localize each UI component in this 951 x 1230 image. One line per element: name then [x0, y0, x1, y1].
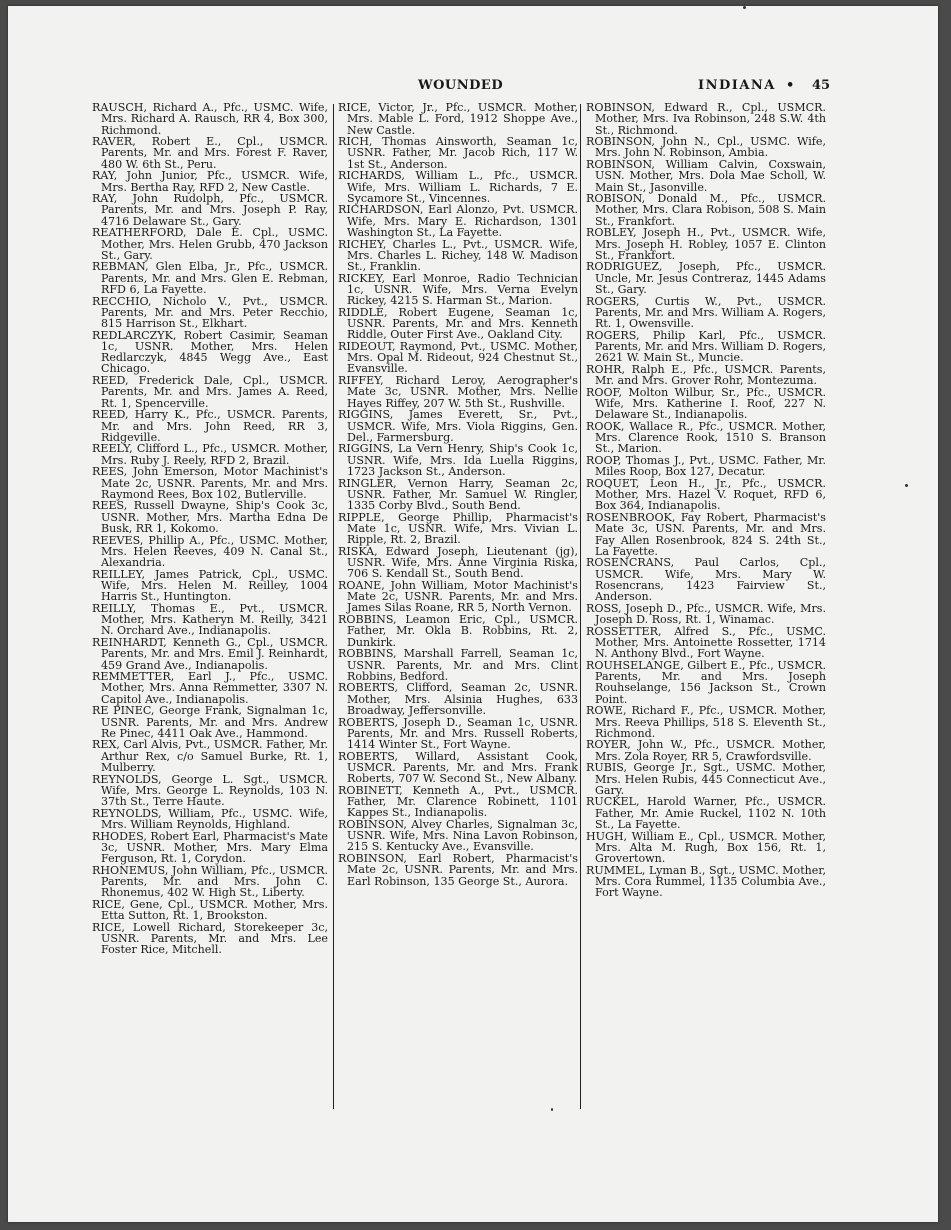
- casualty-entry: RINGLER, Vernon Harry, Seaman 2c, USNR. Father, Mr. Samuel W. Ringler, 1335 Corby Blvd., South Bend.: [338, 476, 578, 513]
- casualty-entry: REYNOLDS, George L. Sgt., USMCR. Wife, Mrs. George L. Reynolds, 103 N. 37th St., Terre Haute.: [92, 772, 328, 809]
- casualty-entry: RUBIS, George Jr., Sgt., USMC. Mother, Mrs. Helen Rubis, 445 Connecticut Ave., Gary.: [586, 761, 826, 797]
- text-column-3: [586, 102, 826, 899]
- casualty-entry: RIGGINS, La Vern Henry, Ship's Cook 1c, USNR. Wife, Mrs. Ida Luella Riggins, 1723 Jackson St., Anderson.: [338, 442, 578, 478]
- casualty-entry: RICE, Gene, Cpl., USMCR. Mother, Mrs. Etta Sutton, Rt. 1, Brookston.: [92, 897, 328, 923]
- casualty-entry: ROBERTS, Clifford, Seaman 2c, USNR. Mother, Mrs. Alsinia Hughes, 633 Broadway, Jeffersonville.: [338, 681, 578, 717]
- casualty-entry: ROBINETT, Kenneth A., Pvt., USMCR. Father, Mr. Clarence Robinett, 1101 Kappes St., Indianapolis.: [338, 783, 578, 820]
- casualty-entry: RIFFEY, Richard Leroy, Aerographer's Mate 3c, USNR. Mother, Mrs. Nellie Hayes Riffey, 207 W. 5th St., Rushville.: [338, 374, 578, 410]
- casualty-entry: ROBINSON, Earl Robert, Pharmacist's Mate 2c, USNR. Parents, Mr. and Mrs. Earl Robinson, 135 George St., Aurora.: [338, 852, 578, 888]
- casualty-entry: REED, Harry K., Pfc., USMCR. Parents, Mr. and Mrs. John Reed, RR 3, Ridgeville.: [92, 408, 328, 444]
- casualty-entry: RICHARDS, William L., Pfc., USMCR. Wife, Mrs. William L. Richards, 7 E. Sycamore St., Vincennes.: [338, 169, 578, 205]
- casualty-entry: REELY, Clifford L., Pfc., USMCR. Mother, Mrs. Ruby J. Reely, RFD 2, Brazil.: [92, 442, 328, 467]
- casualty-entry: RICE, Victor, Jr., Pfc., USMCR. Mother, Mrs. Mable L. Ford, 1912 Shoppe Ave., New Castle.: [338, 101, 578, 137]
- paper-speck: [905, 484, 908, 487]
- casualty-entry: REBMAN, Glen Elba, Jr., Pfc., USMCR. Parents, Mr. and Mrs. Glen E. Rebman, RFD 6, La Fayette.: [92, 260, 328, 296]
- casualty-entry: REES, John Emerson, Motor Machinist's Mate 2c, USNR. Parents, Mr. and Mrs. Raymond Rees, Box 102, Butlerville.: [92, 465, 328, 501]
- casualty-entry: RAUSCH, Richard A., Pfc., USMC. Wife, Mrs. Richard A. Rausch, RR 4, Box 300, Richmond.: [92, 101, 328, 137]
- casualty-entry: ROBLEY, Joseph H., Pvt., USMCR. Wife, Mrs. Joseph H. Robley, 1057 E. Clinton St., Frankfort.: [586, 226, 826, 262]
- casualty-entry: RHODES, Robert Earl, Pharmacist's Mate 3c, USNR. Mother, Mrs. Mary Elma Ferguson, Rt. 1, Corydon.: [92, 829, 328, 866]
- casualty-entry: RICKEY, Earl Monroe, Radio Technician 1c, USNR. Wife, Mrs. Verna Evelyn Rickey, 4215 S. Harman St., Marion.: [338, 271, 578, 308]
- casualty-entry: ROBINSON, Edward R., Cpl., USMCR. Mother, Mrs. Iva Robinson, 248 S.W. 4th St., Richmond.: [586, 101, 826, 137]
- casualty-entry: REDLARCZYK, Robert Casimir, Seaman 1c, USNR. Mother, Mrs. Helen Redlarczyk, 4845 Wegg Ave., East Chicago.: [92, 328, 328, 376]
- casualty-entry: ROBISON, Donald M., Pfc., USMCR. Mother, Mrs. Clara Robison, 508 S. Main St., Frankfort.: [586, 192, 826, 228]
- page-header: [8, 78, 938, 98]
- casualty-entry: RISKA, Edward Joseph, Lieutenant (jg), USNR. Wife, Mrs. Anne Virginia Riska, 706 S. Kendall St., South Bend.: [338, 544, 578, 581]
- casualty-entry: REED, Frederick Dale, Cpl., USMCR. Parents, Mr. and Mrs. James A. Reed, Rt. 1, Spencerville.: [92, 374, 328, 410]
- casualty-entry: HUGH, William E., Cpl., USMCR. Mother, Mrs. Alta M. Rugh, Box 156, Rt. 1, Grovertown.: [586, 829, 826, 866]
- section-title: WOUNDED: [418, 78, 504, 93]
- casualty-entry: REATHERFORD, Dale E. Cpl., USMC. Mother, Mrs. Helen Grubb, 470 Jackson St., Gary.: [92, 226, 328, 262]
- casualty-entry: ROOK, Wallace R., Pfc., USMCR. Mother, Mrs. Clarence Rook, 1510 S. Branson St., Marion.: [586, 419, 826, 456]
- casualty-entry: REINHARDT, Kenneth G., Cpl., USMCR. Parents, Mr. and Mrs. Emil J. Reinhardt, 459 Grand Ave., Indianapolis.: [92, 636, 328, 672]
- state-name: INDIANA: [698, 78, 776, 93]
- text-column-2: [338, 102, 578, 887]
- column-divider: [580, 104, 581, 1109]
- casualty-entry: RICE, Lowell Richard, Storekeeper 3c, USNR. Parents, Mr. and Mrs. Lee Foster Rice, Mitchell.: [92, 920, 328, 957]
- casualty-entry: ROBINSON, John N., Cpl., USMC. Wife, Mrs. John N. Robinson, Ambia.: [586, 135, 826, 160]
- casualty-entry: ROSSETTER, Alfred S., Pfc., USMC. Mother, Mrs. Antoinette Rossetter, 1714 N. Anthony Blvd., Fort Wayne.: [586, 624, 826, 661]
- casualty-entry: ROBINSON, William Calvin, Coxswain, USN. Mother, Mrs. Dola Mae Scholl, W. Main St., Jasonville.: [586, 158, 826, 194]
- casualty-entry: RAY, John Junior, Pfc., USMCR. Wife, Mrs. Bertha Ray, RFD 2, New Castle.: [92, 169, 328, 194]
- casualty-entry: ROSENCRANS, Paul Carlos, Cpl., USMCR. Wife, Mrs. Mary W. Rosencrans, 1423 Fairview St., Anderson.: [586, 556, 826, 604]
- casualty-entry: ROBBINS, Leamon Eric, Cpl., USMCR. Father, Mr. Okla B. Robbins, Rt. 2, Dunkirk.: [338, 613, 578, 649]
- casualty-entry: ROSS, Joseph D., Pfc., USMCR. Wife, Mrs. Joseph D. Ross, Rt. 1, Winamac.: [586, 601, 826, 627]
- casualty-entry: REMMETTER, Earl J., Pfc., USMC. Mother, Mrs. Anna Remmetter, 3307 N. Capitol Ave., Indianapolis.: [92, 670, 328, 706]
- casualty-entry: ROWE, Richard F., Pfc., USMCR. Mother, Mrs. Reeva Phillips, 518 S. Eleventh St., Richmond.: [586, 704, 826, 740]
- casualty-entry: RICHARDSON, Earl Alonzo, Pvt. USMCR. Wife, Mrs. Mary E. Richardson, 1301 Washington St., La Fayette.: [338, 203, 578, 239]
- casualty-entry: ROBERTS, Joseph D., Seaman 1c, USNR. Parents, Mr. and Mrs. Russell Roberts, 1414 Winter St., Fort Wayne.: [338, 715, 578, 752]
- column-divider: [333, 104, 334, 1109]
- casualty-entry: RIDEOUT, Raymond, Pvt., USMC. Mother, Mrs. Opal M. Rideout, 924 Chestnut St., Evansville.: [338, 339, 578, 376]
- casualty-entry: ROSENBROOK, Fay Robert, Pharmacist's Mate 3c, USN. Parents, Mr. and Mrs. Fay Allen Rosenbrook, 824 S. 24th St., La Fayette.: [586, 511, 826, 558]
- casualty-entry: ROANE, John William, Motor Machinist's Mate 2c, USNR. Parents, Mr. and Mrs. James Silas Roane, RR 5, North Vernon.: [338, 578, 578, 615]
- paper-speck: [743, 6, 746, 9]
- casualty-entry: RICH, Thomas Ainsworth, Seaman 1c, USNR. Father, Mr. Jacob Rich, 117 W. 1st St., Anderson.: [338, 135, 578, 171]
- casualty-entry: ROBINSON, Alvey Charles, Signalman 3c, USNR. Wife, Mrs. Nina Lavon Robinson, 215 S. Kentucky Ave., Evansville.: [338, 817, 578, 854]
- casualty-entry: RIDDLE, Robert Eugene, Seaman 1c, USNR. Parents, Mr. and Mrs. Kenneth Riddle, Outer First Ave., Oakland City.: [338, 305, 578, 342]
- casualty-entry: RODRIGUEZ, Joseph, Pfc., USMCR. Uncle, Mr. Jesus Contreraz, 1445 Adams St., Gary.: [586, 260, 826, 296]
- casualty-entry: REILLEY, James Patrick, Cpl., USMC. Wife, Mrs. Helen M. Reilley, 1004 Harris St., Huntington.: [92, 567, 328, 604]
- casualty-entry: RIPPLE, George Phillip, Pharmacist's Mate 1c, USNR. Wife, Mrs. Vivian L. Ripple, Rt. 2, Brazil.: [338, 510, 578, 547]
- casualty-entry: RECCHIO, Nicholo V., Pvt., USMCR. Parents, Mr. and Mrs. Peter Recchio, 815 Harrison St., Elkhart.: [92, 294, 328, 331]
- text-column-1: [92, 102, 328, 956]
- casualty-entry: ROGERS, Philip Karl, Pfc., USMCR. Parents, Mr. and Mrs. William D. Rogers, 2621 W. Main St., Muncie.: [586, 328, 826, 365]
- casualty-entry: ROBERTS, Willard, Assistant Cook, USMCR. Parents, Mr. and Mrs. Frank Roberts, 707 W. Second St., New Albany.: [338, 749, 578, 786]
- casualty-entry: RIGGINS, James Everett, Sr., Pvt., USMCR. Wife, Mrs. Viola Riggins, Gen. Del., Farmersburg.: [338, 408, 578, 444]
- casualty-entry: ROUHSELANGE, Gilbert E., Pfc., USMCR. Parents, Mr. and Mrs. Joseph Rouhselange, 156 Jackson St., Crown Point.: [586, 658, 826, 706]
- casualty-entry: RAVER, Robert E., Cpl., USMCR. Parents, Mr. and Mrs. Forest F. Raver, 480 W. 6th St., Peru.: [92, 135, 328, 171]
- casualty-entry: REILLY, Thomas E., Pvt., USMCR. Mother, Mrs. Katheryn M. Reilly, 3421 N. Orchard Ave., Indianapolis.: [92, 601, 328, 638]
- header-bullet: •: [786, 78, 795, 93]
- casualty-entry: REEVES, Phillip A., Pfc., USMC. Mother, Mrs. Helen Reeves, 409 N. Canal St., Alexandria.: [92, 533, 328, 570]
- casualty-entry: RICHEY, Charles L., Pvt., USMCR. Wife, Mrs. Charles L. Richey, 148 W. Madison St., Franklin.: [338, 237, 578, 274]
- casualty-entry: ROHR, Ralph E., Pfc., USMCR. Parents, Mr. and Mrs. Grover Rohr, Montezuma.: [586, 362, 826, 388]
- paper-speck: [551, 1108, 553, 1111]
- casualty-entry: REYNOLDS, William, Pfc., USMC. Wife, Mrs. William Reynolds, Highland.: [92, 806, 328, 831]
- casualty-entry: ROQUET, Leon H., Jr., Pfc., USMCR. Mother, Mrs. Hazel V. Roquet, RFD 6, Box 364, Indianapolis.: [586, 476, 826, 513]
- casualty-entry: ROGERS, Curtis W., Pvt., USMCR. Parents, Mr. and Mrs. William A. Rogers, Rt. 1, Owensville.: [586, 294, 826, 331]
- casualty-entry: ROOP, Thomas J., Pvt., USMC. Father, Mr. Miles Roop, Box 127, Decatur.: [586, 454, 826, 479]
- casualty-entry: REES, Russell Dwayne, Ship's Cook 3c, USNR. Mother, Mrs. Martha Edna De Busk, RR 1, Kokomo.: [92, 499, 328, 535]
- page-number: 45: [812, 78, 831, 93]
- casualty-entry: RHONEMUS, John William, Pfc., USMCR. Parents, Mr. and Mrs. John C. Rhonemus, 402 W. High St., Liberty.: [92, 863, 328, 900]
- document-page: [8, 6, 938, 1222]
- casualty-entry: ROBBINS, Marshall Farrell, Seaman 1c, USNR. Parents, Mr. and Mrs. Clint Robbins, Bedford.: [338, 647, 578, 683]
- casualty-entry: ROYER, John W., Pfc., USMCR. Mother, Mrs. Zola Royer, RR 5, Crawfordsville.: [586, 738, 826, 763]
- casualty-entry: RAY, John Rudolph, Pfc., USMCR. Parents, Mr. and Mrs. Joseph P. Ray, 4716 Delaware St., Gary.: [92, 192, 328, 228]
- casualty-entry: RUMMEL, Lyman B., Sgt., USMC. Mother, Mrs. Cora Rummel, 1135 Columbia Ave., Fort Wayne.: [586, 863, 826, 900]
- casualty-entry: RE PINEC, George Frank, Signalman 1c, USNR. Parents, Mr. and Mrs. Andrew Re Pinec, 4411 Oak Ave., Hammond.: [92, 704, 328, 740]
- casualty-entry: ROOF, Molton Wilbur, Sr., Pfc., USMCR. Wife, Mrs. Katherine I. Roof, 227 N. Delaware St., Indianapolis.: [586, 385, 826, 422]
- casualty-entry: RUCKEL, Harold Warner, Pfc., USMCR. Father, Mr. Amie Ruckel, 1102 N. 10th St., La Fayette.: [586, 795, 826, 831]
- casualty-entry: REX, Carl Alvis, Pvt., USMCR. Father, Mr. Arthur Rex, c/o Samuel Burke, Rt. 1, Mulberry.: [92, 738, 328, 774]
